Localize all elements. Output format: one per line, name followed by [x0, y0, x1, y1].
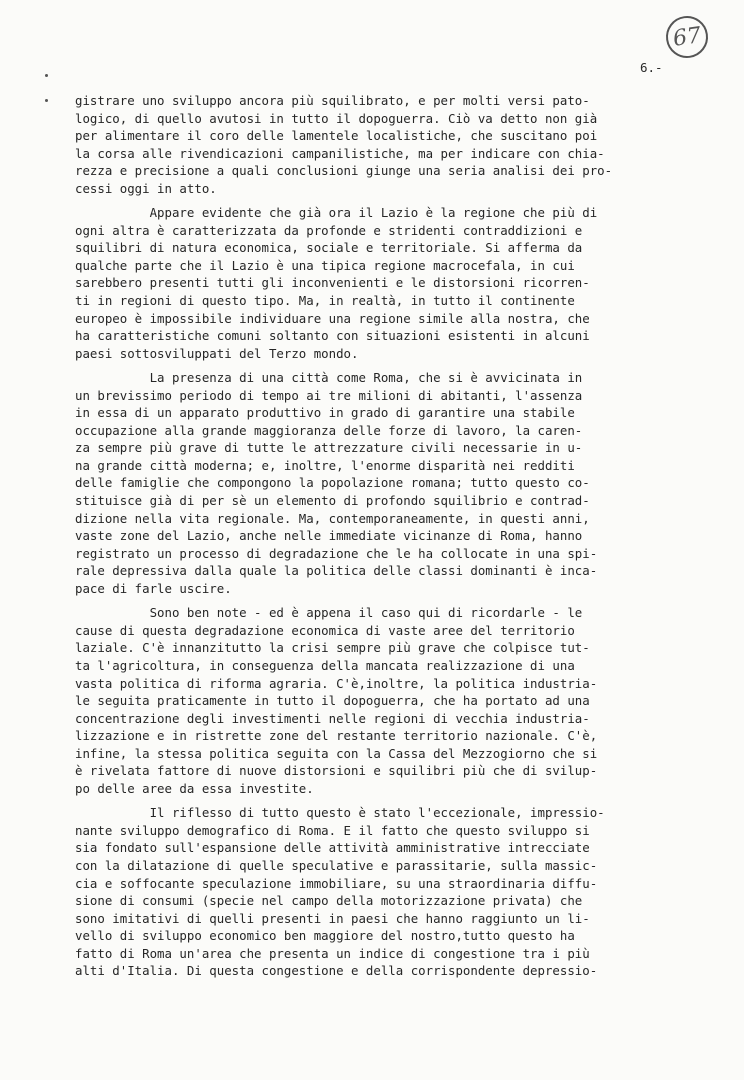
text-line: sarebbero presenti tutti gli inconvenienti e le distorsioni ricorren-: [75, 275, 590, 291]
body-text: [75, 92, 715, 987]
text-line: ogni altra è caratterizzata da profonde e stridenti contraddizioni e: [75, 222, 583, 238]
text-line: in essa di un apparato produttivo in grado di garantire una stabile: [75, 405, 575, 421]
text-line: occupazione alla grande maggioranza delle forze di lavoro, la caren-: [75, 422, 583, 438]
paragraph: [75, 369, 715, 597]
text-line: nante sviluppo demografico di Roma. E il fatto che questo sviluppo si: [75, 822, 590, 838]
text-line: le seguita praticamente in tutto il dopoguerra, che ha portato ad una: [75, 693, 590, 709]
paragraph: [75, 204, 715, 362]
text-line: Sono ben note - ed è appena il caso qui di ricordarle - le: [75, 605, 583, 621]
text-line: sono imitativi di quelli presenti in paesi che hanno raggiunto un li-: [75, 910, 590, 926]
text-line: sia fondato sull'espansione delle attività amministrative intrecciate: [75, 840, 590, 856]
text-line: è rivelata fattore di nuove distorsioni e squilibri più che di svilup-: [75, 763, 598, 779]
text-line: un brevissimo periodo di tempo ai tre milioni di abitanti, l'assenza: [75, 387, 583, 403]
paragraph: [75, 92, 715, 197]
text-line: na grande città moderna; e, inoltre, l'enorme disparità nei redditi: [75, 457, 575, 473]
text-line: lizzazione e in ristrette zone del restante territorio nazionale. C'è,: [75, 728, 598, 744]
text-line: logico, di quello avutosi in tutto il dopoguerra. Ciò va detto non già: [75, 110, 598, 126]
text-line: europeo è impossibile individuare una regione simile alla nostra, che: [75, 310, 590, 326]
text-line: infine, la stessa politica seguita con la Cassa del Mezzogiorno che si: [75, 745, 598, 761]
page-number: 6.-: [640, 60, 663, 75]
text-line: ha caratteristiche comuni soltanto con situazioni esistenti in alcuni: [75, 328, 590, 344]
text-line: ti in regioni di questo tipo. Ma, in realtà, in tutto il continente: [75, 293, 575, 309]
text-line: vello di sviluppo economico ben maggiore del nostro,tutto questo ha: [75, 928, 575, 944]
text-line: pace di farle uscire.: [75, 580, 232, 596]
text-line: con la dilatazione di quelle speculative e parassitarie, sulla massic-: [75, 857, 598, 873]
text-line: qualche parte che il Lazio è una tipica regione macrocefala, in cui: [75, 257, 575, 273]
text-line: vaste zone del Lazio, anche nelle immediate vicinanze di Roma, hanno: [75, 528, 583, 544]
text-line: ta l'agricoltura, in conseguenza della mancata realizzazione di una: [75, 657, 575, 673]
paragraph: [75, 604, 715, 797]
text-line: La presenza di una città come Roma, che si è avvicinata in: [75, 370, 583, 386]
text-line: gistrare uno sviluppo ancora più squilibrato, e per molti versi pato-: [75, 93, 590, 108]
text-line: rale depressiva dalla quale la politica delle classi dominanti è inca-: [75, 563, 598, 579]
margin-dot: [45, 99, 48, 102]
text-line: cause di questa degradazione economica di vaste aree del territorio: [75, 622, 575, 638]
paragraph: [75, 804, 715, 979]
text-line: Il riflesso di tutto questo è stato l'eccezionale, impressio-: [75, 805, 605, 821]
text-line: cessi oggi in atto.: [75, 180, 217, 196]
text-line: concentrazione degli investimenti nelle regioni di vecchia industria-: [75, 710, 590, 726]
text-line: paesi sottosviluppati del Terzo mondo.: [75, 345, 359, 361]
text-line: per alimentare il coro delle lamentele localistiche, che suscitano poi: [75, 128, 598, 144]
text-line: squilibri di natura economica, sociale e territoriale. Si afferma da: [75, 240, 583, 256]
text-line: alti d'Italia. Di questa congestione e della corrispondente depressio-: [75, 963, 598, 979]
text-line: delle famiglie che compongono la popolazione romana; tutto questo co-: [75, 475, 590, 491]
text-line: fatto di Roma un'area che presenta un indice di congestione tra i più: [75, 945, 590, 961]
text-line: Appare evidente che già ora il Lazio è la regione che più di: [75, 205, 598, 221]
text-line: stituisce già di per sè un elemento di profondo squilibrio e contrad-: [75, 493, 590, 509]
text-line: registrato un processo di degradazione che le ha collocate in una spi-: [75, 545, 598, 561]
text-line: za sempre più grave di tutte le attrezzature civili necessarie in u-: [75, 440, 583, 456]
text-line: cia e soffocante speculazione immobiliare, su una straordinaria diffu-: [75, 875, 598, 891]
text-line: laziale. C'è innanzitutto la crisi sempre più grave che colpisce tut-: [75, 640, 590, 656]
text-line: sione di consumi (specie nel campo della motorizzazione privata) che: [75, 893, 583, 909]
text-line: vasta politica di riforma agraria. C'è,inoltre, la politica industria-: [75, 675, 598, 691]
text-line: po delle aree da essa investite.: [75, 780, 314, 796]
text-line: la corsa alle rivendicazioni campanilistiche, ma per indicare con chia-: [75, 145, 605, 161]
text-line: dizione nella vita regionale. Ma, contemporaneamente, in questi anni,: [75, 510, 590, 526]
text-line: rezza e precisione a quali conclusioni giunge una seria analisi dei pro-: [75, 163, 613, 179]
margin-dot: [45, 74, 48, 77]
page-stamp: 67: [663, 13, 710, 60]
